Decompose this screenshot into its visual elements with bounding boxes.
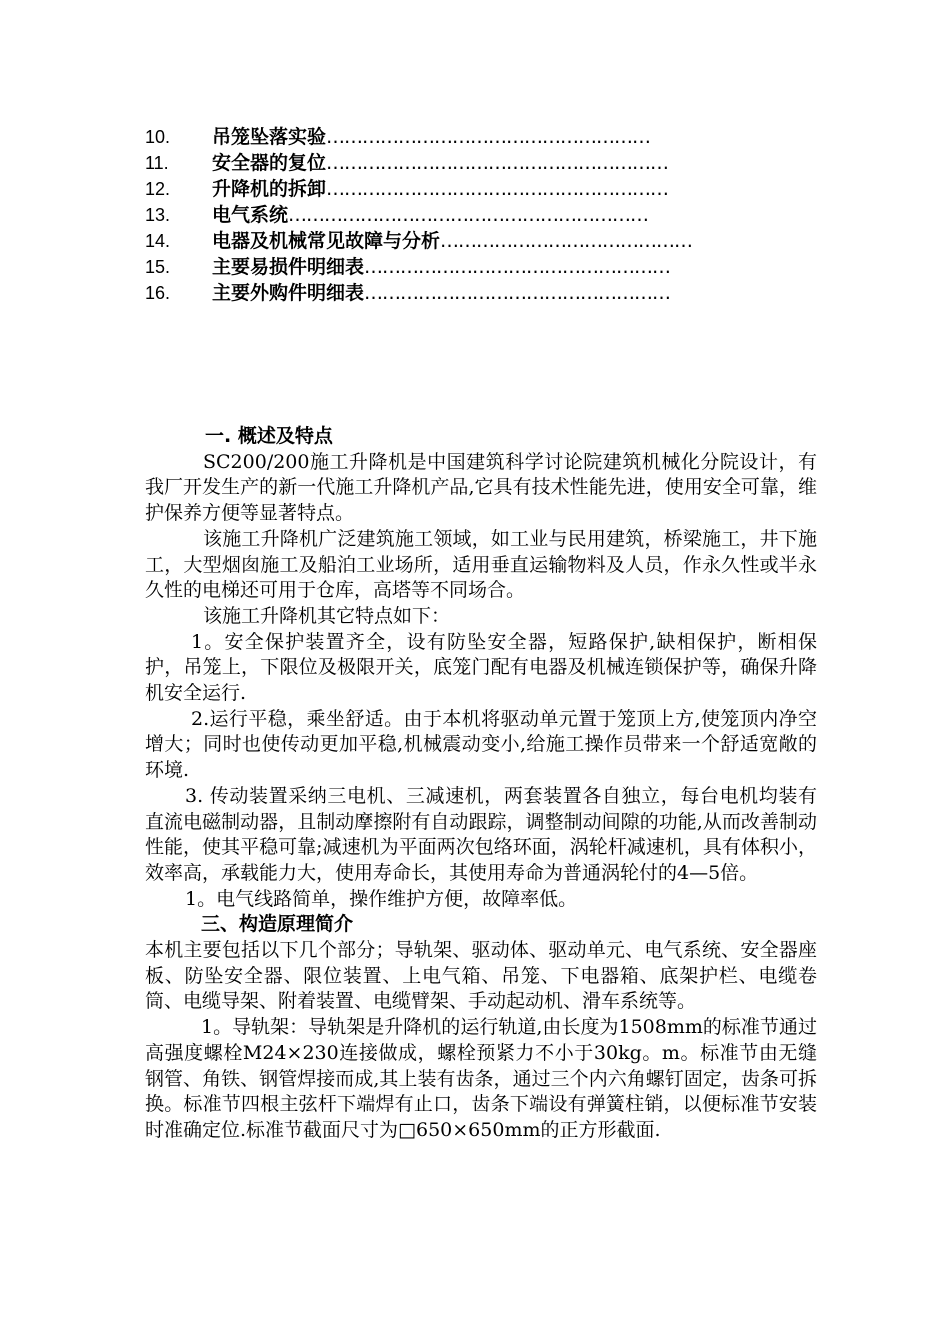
toc-number: 13.: [145, 205, 171, 225]
toc-number: 12.: [145, 179, 171, 199]
toc-leader-dots: …………………………………………………: [326, 152, 669, 174]
paragraph: SC200/200施工升降机是中国建筑科学讨论院建筑机械化分院设计，有我厂开发生产的新一代施工升降机产品,它具有技术性能先进，使用安全可靠，维护保养方便等显著特点。: [145, 450, 817, 525]
paragraph: 2.运行平稳，乘坐舒适。由于本机将驱动单元置于笼顶上方,使笼顶内净空增大；同时也使传动更加平稳,机械震动变小,给施工操作员带来一个舒适宽敞的环境.: [145, 707, 817, 782]
toc-entry: [145, 254, 745, 280]
toc-title: 安全器的复位: [212, 152, 327, 174]
toc-entry: [145, 150, 745, 176]
toc-number: 16.: [145, 283, 171, 303]
paragraph: 1。电气线路简单，操作维护方便，故障率低。: [185, 887, 578, 910]
paragraph: 该施工升降机其它特点如下：: [203, 604, 451, 627]
toc-entry: [145, 280, 745, 306]
toc-entry: [145, 124, 745, 150]
paragraph: 该施工升降机广泛建筑施工领域，如工业与民用建筑，桥梁施工，井下施工，大型烟囱施工及船泊工业场所，适用垂直运输物料及人员，作永久性或半永久性的电梯还可用于仓库，高塔等不同场合。: [145, 527, 817, 602]
paragraph: 1。导轨架：导轨架是升降机的运行轨道,由长度为1508mm的标准节通过高强度螺栓M24×230连接做成，螺栓预紧力不小于30kg。m。标准节由无缝钢管、角铁、钢管焊接而成,其上装有齿条，通过三个内六角螺钉固定，齿条可拆换。标准节四根主弦杆下端焊有止口，齿条下端设有弹簧柱销，以便标准节安装时准确定位.标准节截面尺寸为□650×650mm的正方形截面.: [145, 1016, 817, 1141]
toc-entry: [145, 228, 745, 254]
toc-title: 主要易损件明细表: [212, 256, 365, 278]
toc-leader-dots: ………………………………………………: [326, 126, 651, 148]
toc-number: 15.: [145, 257, 171, 277]
toc-title: 主要外购件明细表: [212, 282, 365, 304]
toc-leader-dots: …………………………………………………: [326, 178, 669, 200]
toc-title: 吊笼坠落实验: [212, 126, 327, 148]
paragraph: 3. 传动装置采纳三电机、三减速机，两套装置各自独立，每台电机均装有直流电磁制动器，且制动摩擦附有自动跟踪，调整制动间隙的功能,从而改善制动性能，使其平稳可靠;减速机为平面两次包络环面，涡轮杆减速机，具有体积小，效率高，承载能力大，使用寿命长，其使用寿命为普通涡轮付的4—5倍。: [145, 784, 817, 884]
document-body: [145, 424, 817, 1144]
table-of-contents: [145, 124, 745, 306]
paragraph: 本机主要包括以下几个部分；导轨架、驱动体、驱动单元、电气系统、安全器座板、防坠安全器、限位装置、上电气箱、吊笼、下电器箱、底架护栏、电缆卷筒、电缆导架、附着装置、电缆臂架、手动起动机、滑车系统等。: [145, 939, 817, 1013]
section-heading-structure: 三、构造原理简介: [201, 913, 354, 936]
toc-number: 14.: [145, 231, 171, 251]
toc-entry: [145, 176, 745, 202]
toc-title: 升降机的拆卸: [212, 178, 327, 200]
paragraph: 1。安全保护装置齐全，设有防坠安全器，短路保护,缺相保护，断相保护，吊笼上，下限位及极限开关，底笼门配有电器及机械连锁保护等，确保升降机安全运行.: [145, 630, 817, 705]
toc-leader-dots: ……………………………………………………: [288, 204, 649, 226]
toc-leader-dots: ……………………………………………: [364, 256, 671, 278]
toc-leader-dots: ……………………………………………: [364, 282, 671, 304]
toc-entry: [145, 202, 745, 228]
toc-number: 10.: [145, 127, 171, 147]
toc-title: 电气系统: [212, 204, 289, 226]
section-heading-overview: 一. 概述及特点: [205, 425, 333, 447]
toc-title: 电器及机械常见故障与分析: [212, 230, 441, 252]
toc-number: 11.: [145, 153, 169, 173]
toc-leader-dots: ……………………………………: [440, 230, 693, 252]
